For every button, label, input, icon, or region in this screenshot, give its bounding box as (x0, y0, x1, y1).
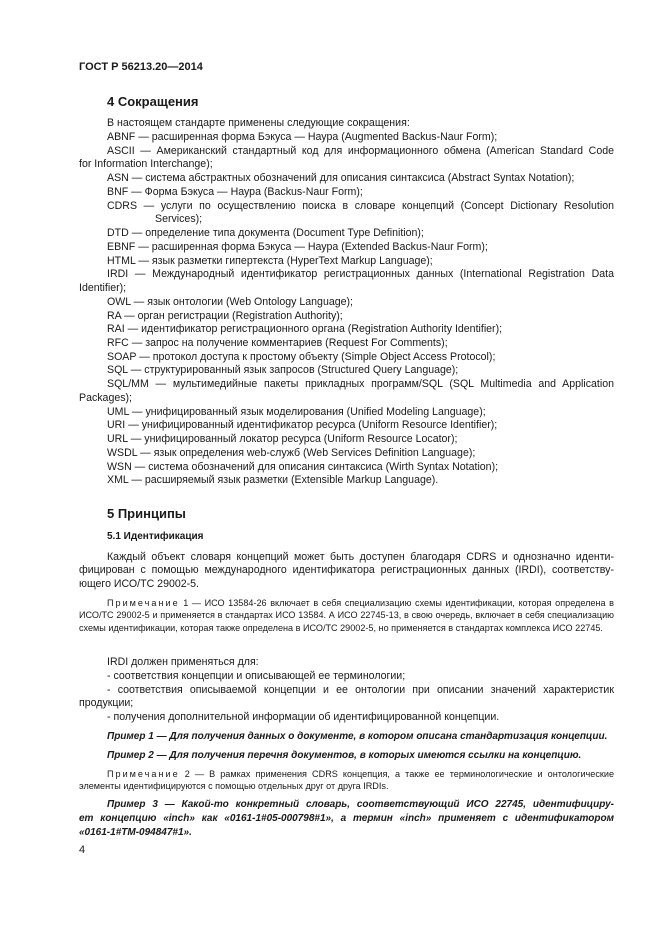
example-1: Пример 1 — Для получения данных о документе, в котором описана стандартизация концепции. (107, 731, 608, 742)
note-1-text: 1 — ИСО 13584-26 включает в себя специализацию схемы идентификации, которая определена в ИСО/ТС 29002-5 и применяется в стандартах ИСО 13584. А ИСО 22745-13, в свою очередь, включает в себя специализацию схемы идентификации, которая также определена в ИСО/ТС 29002-5, но применяется в стандартах комплекса ИСО 22745. (79, 598, 614, 633)
abbr-rai: RAI — идентификатор регистрационного органа (Registration Authority Identifier); (107, 323, 503, 335)
note-2-text: 2 — В рамках применения CDRS концепция, а также ее терминологические и онтологические элементы идентифицируются с помощью отдельных друг от друга IRDIs. (79, 769, 614, 792)
section-4-intro: В настоящем стандарте применены следующие сокращения: (107, 117, 410, 129)
irdi-list-item-3: - получения дополнительной информации об идентифицированной концепции. (107, 711, 500, 723)
abbr-html: HTML — язык разметки гипертекста (HyperText Markup Language); (107, 255, 433, 267)
abbr-ra: RA — орган регистрации (Registration Authority); (107, 310, 343, 322)
abbr-bnf: BNF — Форма Бэкуса — Наура (Backus-Naur Form); (107, 186, 363, 198)
abbr-xml: XML — расширяемый язык разметки (Extensible Markup Language). (107, 474, 439, 486)
abbr-sqlmm: SQL/MM — мультимедийные пакеты прикладных программ/SQL (SQL Multimedia and Application (107, 378, 614, 390)
abbr-irdi-cont: Identifier); (79, 282, 127, 294)
abbr-soap: SOAP — протокол доступа к простому объекту (Simple Object Access Protocol); (107, 351, 496, 363)
abbr-cdrs: CDRS — услуги по осуществлению поиска в словаре концепций (Concept Dictionary Resolution (107, 200, 614, 212)
abbr-sql: SQL — структурированный язык запросов (Structured Query Language); (107, 364, 459, 376)
abbr-url: URL — унифицированный локатор ресурса (Uniform Resource Locator); (107, 433, 458, 445)
abbr-owl: OWL — язык онтологии (Web Ontology Language); (107, 296, 353, 308)
abbr-wsdl: WSDL — язык определения web-служб (Web Services Definition Language); (107, 447, 476, 459)
subsection-5-1-title: 5.1 Идентификация (107, 531, 204, 542)
abbr-abnf: ABNF — расширенная форма Бэкуса — Наура (Augmented Backus-Naur Form); (107, 131, 498, 143)
abbr-irdi: IRDI — Международный идентификатор регистрационных данных (International Registration Data (107, 268, 614, 280)
para-1-line-2: фицирован с помощью международного идентификатора регистрационных данных (IRDI), соответству- (79, 564, 614, 576)
example-3-line-2: ет концепцию «inch» как «0161-1#05-000798#1», а термин «inch» применяет с идентификатором (79, 813, 614, 824)
note-2 (79, 768, 614, 793)
page-number: 4 (79, 844, 86, 856)
irdi-list-item-2-cont: продукции; (79, 697, 134, 709)
note-1-label: Примечание (107, 598, 180, 608)
abbr-ebnf: EBNF — расширенная форма Бэкуса — Наура (Extended Backus-Naur Form); (107, 241, 488, 253)
note-2-label: Примечание (107, 769, 180, 779)
abbr-uri: URI — унифицированный идентификатор ресурса (Uniform Resource Identifier); (107, 419, 498, 431)
para-1-line-1: Каждый объект словаря концепций может быть доступен благодаря CDRS и однозначно иденти- (107, 551, 614, 563)
abbr-dtd: DTD — определение типа документа (Document Type Definition); (107, 227, 424, 239)
abbr-rfc: RFC — запрос на получение комментариев (Request For Comments); (107, 337, 448, 349)
abbr-wsn: WSN — система обозначений для описания синтаксиса (Wirth Syntax Notation); (107, 461, 499, 473)
example-3-line-3: «0161-1#TM-094847#1». (79, 827, 192, 838)
abbr-asn: ASN — система абстрактных обозначений для описания синтаксиса (Abstract Syntax Notation); (107, 172, 575, 184)
irdi-intro: IRDI должен применяться для: (107, 656, 259, 668)
irdi-list-item-1: - соответствия концепции и описывающей ее терминологии; (107, 670, 406, 682)
para-1-line-3: ющего ИСО/ТС 29002-5. (79, 578, 200, 590)
abbr-cdrs-cont: Services); (155, 213, 203, 225)
section-5-title: 5 Принципы (107, 506, 186, 521)
example-3-line-1: Пример 3 — Какой-то конкретный словарь, соответствующий ИСО 22745, идентифициру- (107, 799, 614, 810)
document-header: ГОСТ Р 56213.20—2014 (79, 61, 203, 73)
section-4-title: 4 Сокращения (107, 94, 199, 109)
note-1 (79, 597, 614, 634)
example-2: Пример 2 — Для получения перечня документов, в которых имеются ссылки на концепцию. (107, 750, 582, 761)
irdi-list-item-2: - соответствия описываемой концепции и ее онтологии при описании значений характеристик (107, 684, 614, 696)
abbr-ascii: ASCII — Американский стандартный код для информационного обмена (American Standard Code (107, 145, 614, 157)
abbr-sqlmm-cont: Packages); (79, 392, 132, 404)
abbr-uml: UML — унифицированный язык моделирования (Unified Modeling Language); (107, 406, 486, 418)
abbr-ascii-cont: for Information Interchange); (79, 158, 213, 170)
